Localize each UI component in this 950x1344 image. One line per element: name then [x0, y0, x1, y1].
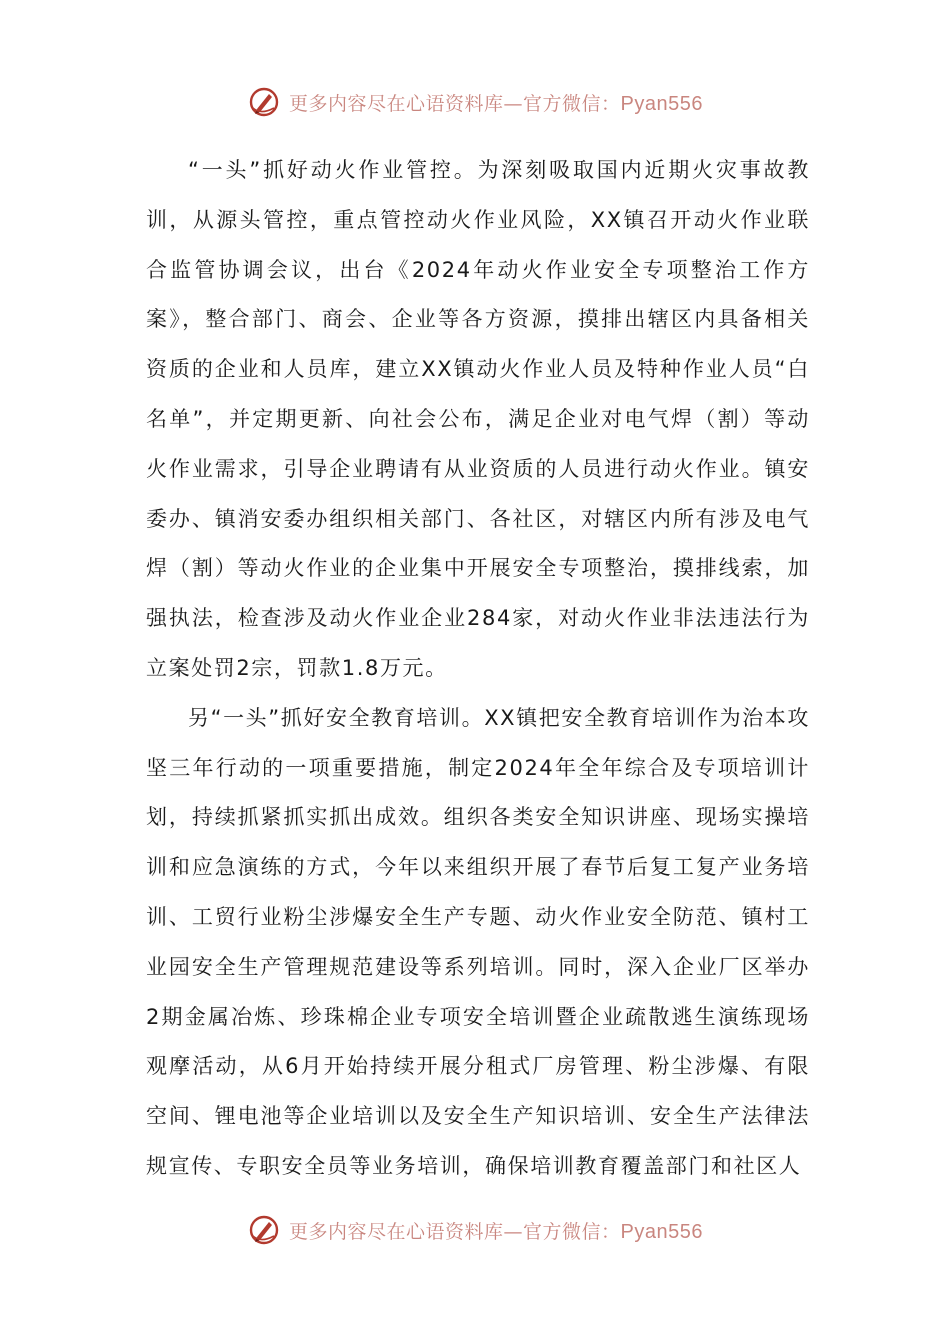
watermark-text: 更多内容尽在心语资料库—官方微信：Pyan556	[289, 1220, 703, 1243]
watermark-text: 更多内容尽在心语资料库—官方微信：Pyan556	[289, 92, 703, 115]
wechat-id: Pyan556	[620, 1220, 703, 1243]
header-watermark	[0, 82, 950, 122]
wechat-id: Pyan556	[620, 92, 703, 115]
pen-logo-icon	[247, 85, 281, 119]
paragraph-2: 另“一头”抓好安全教育培训。XX镇把安全教育培训作为治本攻坚三年行动的一项重要措施，制定2024年全年综合及专项培训计划，持续抓紧抓实抓出成效。组织各类安全知识讲座、现场实操培训和应急演练的方式，今年以来组织开展了春节后复工复产业务培训、工贸行业粉尘涉爆安全生产专题、动火作业安全防范、镇村工业园安全生产管理规范建设等系列培训。同时，深入企业厂区举办2期金属冶炼、珍珠棉企业专项安全培训暨企业疏散逃生演练现场观摩活动，从6月开始持续开展分租式厂房管理、粉尘涉爆、有限空间、锂电池等企业培训以及安全生产知识培训、安全生产法律法规宣传、专职安全员等业务培训，确保培训教育覆盖部门和社区人	[146, 705, 810, 1178]
document-body	[146, 146, 810, 1192]
pen-logo-icon	[247, 1213, 281, 1247]
footer-watermark	[0, 1210, 950, 1250]
paragraph-1: “一头”抓好动火作业管控。为深刻吸取国内近期火灾事故教训，从源头管控，重点管控动火作业风险，XX镇召开动火作业联合监管协调会议，出台《2024年动火作业安全专项整治工作方案》，整合部门、商会、企业等各方资源，摸排出辖区内具备相关资质的企业和人员库，建立XX镇动火作业人员及特种作业人员“白名单”，并定期更新、向社会公布，满足企业对电气焊（割）等动火作业需求，引导企业聘请有从业资质的人员进行动火作业。镇安委办、镇消安委办组织相关部门、各社区，对辖区内所有涉及电气焊（割）等动火作业的企业集中开展安全专项整治，摸排线索，加强执法，检查涉及动火作业企业284家，对动火作业非法违法行为立案处罚2宗，罚款1.8万元。	[146, 158, 810, 680]
